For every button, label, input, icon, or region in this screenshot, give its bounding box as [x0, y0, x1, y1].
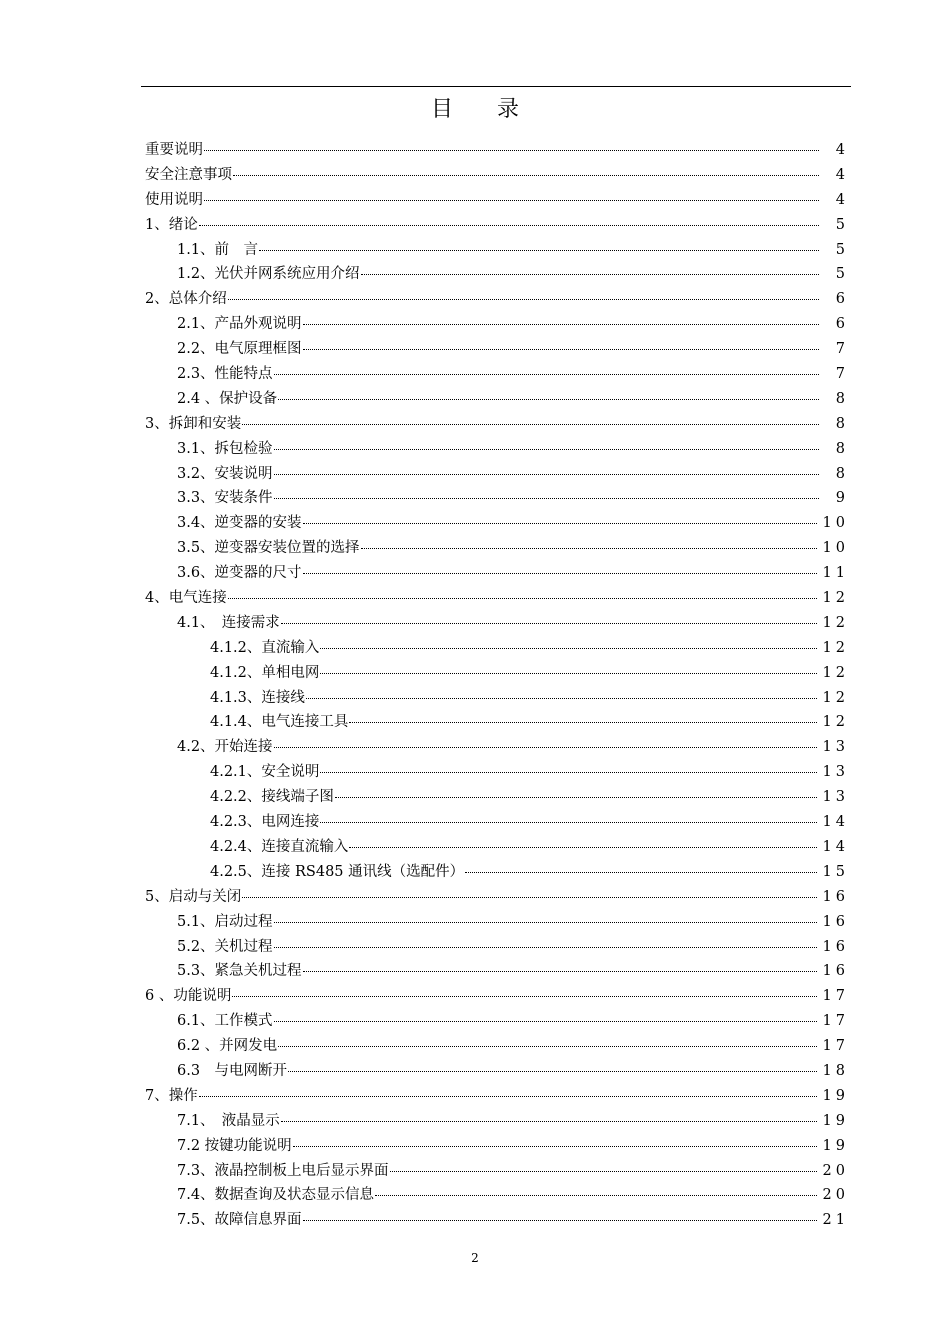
toc-entry-label: 1.2、光伏并网系统应用介绍	[177, 266, 360, 283]
toc-entry[interactable]	[145, 511, 849, 536]
toc-entry[interactable]	[145, 785, 849, 810]
toc-entry-label: 4.2、开始连接	[177, 739, 273, 756]
toc-entry-label: 1.1、前 言	[177, 241, 259, 258]
page-number: 2	[471, 1251, 479, 1265]
dot-leader	[303, 573, 817, 574]
toc-entry-page: 5	[835, 241, 849, 258]
toc-entry[interactable]	[145, 1134, 849, 1159]
toc-entry-page: 5	[835, 216, 849, 233]
toc-entry-label: 2.4 、保护设备	[177, 390, 278, 407]
dot-leader	[242, 424, 819, 425]
dot-leader	[320, 822, 816, 823]
toc-entry-page: 10	[822, 515, 849, 532]
toc-entry[interactable]	[145, 1084, 849, 1109]
toc-entry-label: 4.2.3、电网连接	[210, 814, 320, 831]
toc-entry-label: 4.2.2、接线端子图	[210, 789, 334, 806]
toc-entry-page: 13	[822, 789, 849, 806]
toc-entry-label: 4、电气连接	[145, 590, 227, 607]
toc-entry-page: 20	[822, 1162, 849, 1179]
toc-entry-label: 3.6、逆变器的尺寸	[177, 565, 302, 582]
toc-entry-page: 13	[822, 764, 849, 781]
toc-entry-label: 4.1.2、直流输入	[210, 639, 320, 656]
toc-entry[interactable]	[145, 959, 849, 984]
dot-leader	[274, 1021, 817, 1022]
toc-entry-label: 4.1、 连接需求	[177, 614, 280, 631]
toc-entry[interactable]	[145, 486, 849, 511]
dot-leader	[361, 274, 819, 275]
toc-entry-page: 10	[822, 540, 849, 557]
toc-entry-label: 安全注意事项	[145, 166, 232, 183]
toc-entry[interactable]	[145, 312, 849, 337]
toc-entry[interactable]	[145, 885, 849, 910]
toc-entry-label: 3.3、安装条件	[177, 490, 273, 507]
toc-entry-label: 重要说明	[145, 142, 203, 158]
toc-entry[interactable]	[145, 412, 849, 437]
toc-entry[interactable]	[145, 835, 849, 860]
dot-leader	[390, 1171, 817, 1172]
dot-leader	[259, 250, 819, 251]
toc-entry[interactable]	[145, 1034, 849, 1059]
toc-entry-page: 15	[822, 863, 849, 880]
dot-leader	[465, 872, 816, 873]
toc-title-char-1: 目	[430, 97, 453, 122]
dot-leader	[349, 847, 816, 848]
toc-entry-page: 16	[822, 913, 849, 930]
toc-entry-page: 19	[822, 1137, 849, 1154]
toc-entry-page: 16	[822, 938, 849, 955]
dot-leader	[303, 1220, 817, 1221]
header-rule	[141, 86, 851, 87]
toc-entry[interactable]	[145, 462, 849, 487]
dot-leader	[274, 449, 819, 450]
toc-entry-page: 12	[822, 614, 849, 631]
dot-leader	[349, 722, 816, 723]
toc-entry[interactable]	[145, 536, 849, 561]
toc-entry-label: 4.2.4、连接直流输入	[210, 838, 349, 855]
toc-entry-page: 19	[822, 1112, 849, 1129]
toc-entry[interactable]	[145, 760, 849, 785]
dot-leader	[204, 150, 819, 151]
toc-entry[interactable]	[145, 287, 849, 312]
dot-leader	[228, 299, 819, 300]
dot-leader	[274, 374, 819, 375]
toc-entry-page: 12	[822, 714, 849, 731]
toc-title-char-2: 录	[497, 97, 520, 122]
toc-entry-label: 2.2、电气原理框图	[177, 341, 302, 358]
toc-entry-page: 4	[835, 166, 849, 183]
dot-leader	[293, 1146, 817, 1147]
toc-entry[interactable]	[145, 810, 849, 835]
toc-entry-label: 7.4、数据查询及状态显示信息	[177, 1187, 375, 1204]
dot-leader	[306, 698, 817, 699]
table-of-contents	[145, 138, 849, 1233]
toc-entry[interactable]	[145, 636, 849, 661]
toc-entry-label: 4.2.5、连接 RS485 通讯线（选配件）	[210, 863, 465, 880]
toc-entry-label: 7、操作	[145, 1087, 198, 1104]
toc-entry[interactable]	[145, 138, 849, 163]
toc-entry-page: 13	[822, 739, 849, 756]
toc-entry-page: 5	[835, 266, 849, 283]
toc-entry-label: 2.3、性能特点	[177, 366, 273, 383]
dot-leader	[320, 673, 816, 674]
toc-entry-page: 14	[822, 814, 849, 831]
dot-leader	[281, 623, 817, 624]
toc-entry[interactable]	[145, 337, 849, 362]
toc-entry-page: 17	[822, 988, 849, 1005]
toc-entry-label: 6.2 、并网发电	[177, 1038, 278, 1055]
dot-leader	[242, 897, 816, 898]
toc-entry[interactable]	[145, 860, 849, 885]
toc-entry[interactable]	[145, 213, 849, 238]
toc-entry-page: 11	[822, 565, 849, 582]
dot-leader	[274, 498, 819, 499]
toc-entry-page: 8	[835, 415, 849, 432]
dot-leader	[233, 175, 819, 176]
toc-entry-label: 7.5、故障信息界面	[177, 1212, 302, 1229]
dot-leader	[361, 548, 817, 549]
toc-entry-page: 21	[822, 1212, 849, 1229]
toc-entry-page: 16	[822, 963, 849, 980]
toc-entry-page: 8	[835, 440, 849, 457]
toc-entry[interactable]	[145, 984, 849, 1009]
dot-leader	[335, 797, 817, 798]
toc-entry-label: 4.1.3、连接线	[210, 689, 305, 706]
toc-entry-label: 5.2、关机过程	[177, 938, 273, 955]
toc-entry[interactable]	[145, 1009, 849, 1034]
dot-leader	[320, 772, 816, 773]
dot-leader	[320, 648, 816, 649]
dot-leader	[303, 971, 817, 972]
dot-leader	[303, 324, 819, 325]
dot-leader	[228, 598, 817, 599]
toc-entry-label: 2.1、产品外观说明	[177, 316, 302, 333]
toc-entry[interactable]	[145, 387, 849, 412]
toc-entry-page: 17	[822, 1038, 849, 1055]
toc-entry[interactable]	[145, 686, 849, 711]
toc-entry-label: 3.5、逆变器安装位置的选择	[177, 540, 360, 557]
dot-leader	[199, 1096, 817, 1097]
toc-entry-page: 9	[835, 490, 849, 507]
toc-entry-label: 4.1.2、单相电网	[210, 664, 320, 681]
toc-entry-label: 5.3、紧急关机过程	[177, 963, 302, 980]
toc-entry-label: 4.2.1、安全说明	[210, 764, 320, 781]
dot-leader	[281, 1121, 817, 1122]
toc-entry[interactable]	[145, 661, 849, 686]
toc-entry[interactable]	[145, 1208, 849, 1233]
toc-entry-label: 5.1、启动过程	[177, 913, 273, 930]
toc-entry-page: 16	[822, 888, 849, 905]
dot-leader	[288, 1071, 816, 1072]
dot-leader	[278, 399, 819, 400]
toc-entry-page: 6	[835, 291, 849, 308]
toc-entry-page: 20	[822, 1187, 849, 1204]
dot-leader	[274, 747, 817, 748]
toc-entry-page: 12	[822, 639, 849, 656]
toc-entry[interactable]	[145, 935, 849, 960]
dot-leader	[274, 474, 819, 475]
toc-entry-label: 7.2 按键功能说明	[177, 1137, 292, 1154]
toc-entry-label: 3.2、安装说明	[177, 465, 273, 482]
toc-entry-page: 12	[822, 664, 849, 681]
toc-entry-label: 6.3 与电网断开	[177, 1062, 288, 1079]
toc-entry[interactable]	[145, 561, 849, 586]
toc-entry[interactable]	[145, 188, 849, 213]
toc-entry-page: 18	[822, 1062, 849, 1079]
toc-entry[interactable]	[145, 735, 849, 760]
toc-entry[interactable]	[145, 262, 849, 287]
toc-entry[interactable]	[145, 1159, 849, 1184]
dot-leader	[204, 200, 819, 201]
toc-entry[interactable]	[145, 910, 849, 935]
toc-entry-label: 7.1、 液晶显示	[177, 1112, 280, 1129]
toc-entry-page: 6	[835, 316, 849, 333]
dot-leader	[303, 349, 819, 350]
toc-entry-label: 5、启动与关闭	[145, 888, 242, 905]
toc-entry-page: 8	[835, 390, 849, 407]
toc-entry-page: 7	[835, 366, 849, 383]
toc-entry-page: 4	[835, 191, 849, 208]
toc-entry[interactable]	[145, 1109, 849, 1134]
toc-entry-label: 使用说明	[145, 191, 203, 208]
toc-entry-page: 17	[822, 1013, 849, 1030]
toc-entry[interactable]	[145, 163, 849, 188]
toc-entry[interactable]	[145, 611, 849, 636]
dot-leader	[274, 922, 817, 923]
toc-entry-label: 2、总体介绍	[145, 291, 227, 308]
toc-entry[interactable]	[145, 437, 849, 462]
dot-leader	[274, 947, 817, 948]
toc-entry[interactable]	[145, 238, 849, 263]
toc-entry-page: 4	[835, 142, 849, 158]
toc-entry[interactable]	[145, 1059, 849, 1084]
toc-entry-label: 3.1、拆包检验	[177, 440, 273, 457]
dot-leader	[375, 1195, 816, 1196]
toc-entry-label: 6.1、工作模式	[177, 1013, 273, 1030]
dot-leader	[303, 523, 817, 524]
toc-entry[interactable]	[145, 362, 849, 387]
toc-entry-label: 3、拆卸和安装	[145, 415, 242, 432]
toc-entry-label: 6 、功能说明	[145, 988, 232, 1005]
toc-entry-page: 14	[822, 838, 849, 855]
dot-leader	[199, 225, 819, 226]
toc-entry[interactable]	[145, 586, 849, 611]
toc-title	[0, 92, 950, 123]
toc-entry[interactable]	[145, 710, 849, 735]
toc-entry-label: 3.4、逆变器的安装	[177, 515, 302, 532]
toc-entry-page: 8	[835, 465, 849, 482]
dot-leader	[278, 1046, 816, 1047]
toc-entry-label: 7.3、液晶控制板上电后显示界面	[177, 1162, 389, 1179]
toc-entry-page: 19	[822, 1087, 849, 1104]
toc-entry-page: 7	[835, 341, 849, 358]
toc-entry-label: 1、绪论	[145, 216, 198, 233]
toc-entry[interactable]	[145, 1183, 849, 1208]
toc-entry-page: 12	[822, 689, 849, 706]
toc-entry-label: 4.1.4、电气连接工具	[210, 714, 349, 731]
dot-leader	[232, 996, 816, 997]
toc-entry-page: 12	[822, 590, 849, 607]
